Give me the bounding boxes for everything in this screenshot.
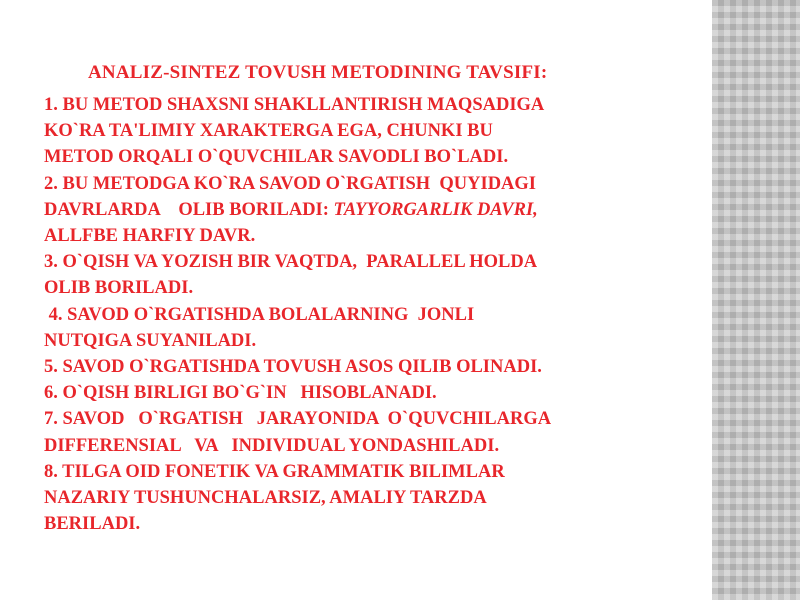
body-line-8: OLIB BORILADI. — [44, 278, 194, 299]
side-panel — [712, 0, 800, 600]
body-line-15: 8. TILGA OID FONETIK VA GRAMMATIK BILIMLAR — [44, 461, 505, 482]
body-line-16: NAZARIY TUSHUNCHALARSIZ, AMALIY TARZDA — [44, 488, 487, 509]
body-line-12: 6. O`QISH BIRLIGI BO`G`IN HISOBLANADI. — [44, 383, 437, 404]
body-line-11: 5. SAVOD O`RGATISHDA TOVUSH ASOS QILIB OLINADI. — [44, 357, 542, 378]
body-line-5 — [44, 197, 684, 223]
body-line-7: 3. O`QISH VA YOZISH BIR VAQTDA, PARALLEL HOLDA — [44, 252, 538, 273]
body-line-5-text: DAVRLARDA OLIB BORILADI: — [44, 199, 334, 220]
body-line-3: METOD ORQALI O`QUVCHILAR SAVODLI BO`LADI. — [44, 147, 509, 168]
body-line-14: DIFFERENSIAL VA INDIVIDUAL YONDASHILADI. — [44, 435, 500, 456]
slide-title: ANALIZ-SINTEZ TOVUSH METODINING TAVSIFI: — [88, 62, 548, 83]
body-line-6: ALLFBE HARFIY DAVR. — [44, 226, 256, 247]
body-line-5-italic: TAYYORGARLIK DAVRI, — [333, 199, 538, 220]
body-line-9: 4. SAVOD O`RGATISHDA BOLALARNING JONLI — [44, 304, 475, 325]
body-line-10: NUTQIGA SUYANILADI. — [44, 330, 257, 351]
body-line-13: 7. SAVOD O`RGATISH JARAYONIDA O`QUVCHILARGA — [44, 409, 552, 430]
slide-body — [44, 92, 684, 537]
body-line-17: BERILADI. — [44, 514, 141, 535]
body-line-1: 1. BU METOD SHAXSNI SHAKLLANTIRISH MAQSADIGA — [44, 95, 545, 115]
body-line-4: 2. BU METODGA KO`RA SAVOD O`RGATISH QUYIDAGI — [44, 173, 537, 194]
body-line-2: KO`RA TA'LIMIY XARAKTERGA EGA, CHUNKI BU — [44, 121, 493, 142]
